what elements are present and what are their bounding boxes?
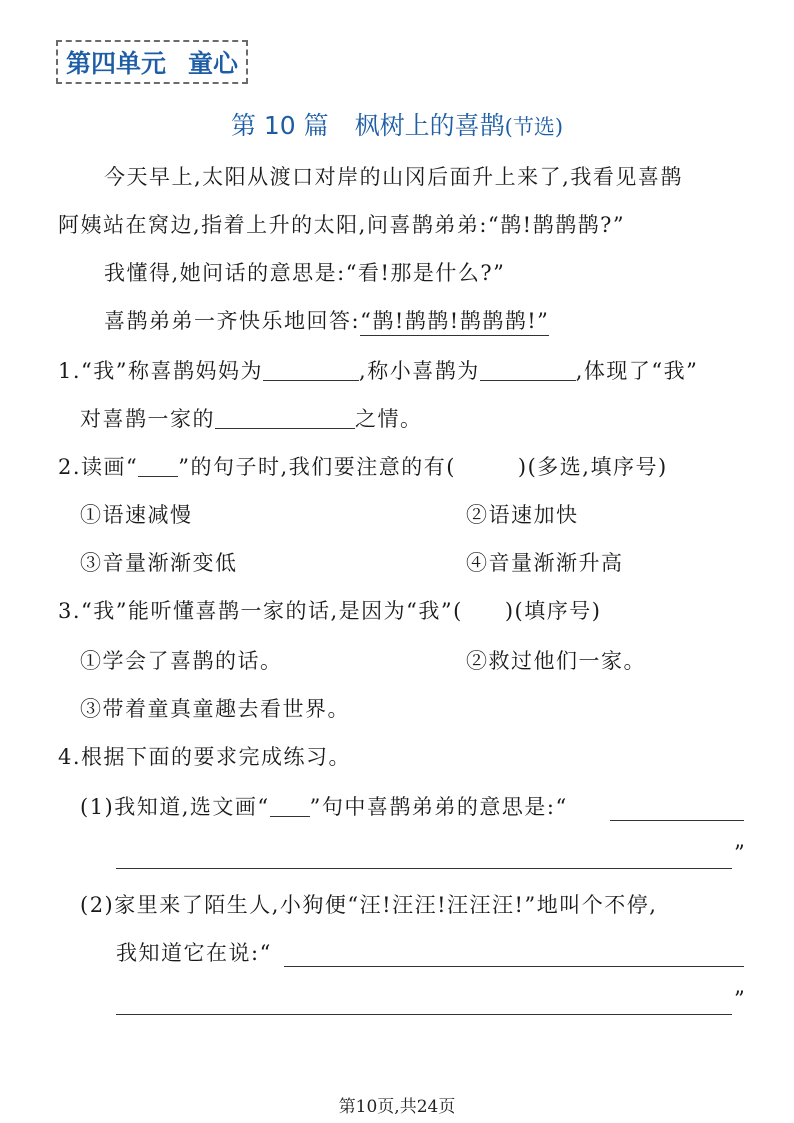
q3-option-3: ③带着童真童趣去看世界。 bbox=[80, 697, 350, 721]
q1-blank-child[interactable] bbox=[480, 358, 576, 381]
q4-sub1-answer-line-1[interactable] bbox=[610, 820, 744, 821]
passage-p1-line1: 今天早上,太阳从渡口对岸的山冈后面升上来了,我看见喜鹊 bbox=[104, 165, 683, 189]
passage-p3 bbox=[104, 306, 549, 336]
lesson-note: (节选) bbox=[504, 115, 564, 139]
q2-text-b: ”的句子时,我们要注意的有( bbox=[178, 455, 456, 479]
q4-sub1-text-a: (1)我知道,选文画“ bbox=[80, 795, 270, 819]
q1-text-d: 对喜鹊一家的 bbox=[80, 407, 215, 431]
q1-text-a: 1.“我”称喜鹊妈妈为 bbox=[58, 359, 264, 383]
q4-sub1-close-quote: ” bbox=[734, 841, 745, 865]
q4-sub1-answer-line-2[interactable] bbox=[116, 868, 732, 869]
lesson-name: 枫树上的喜鹊 bbox=[354, 111, 505, 140]
question-4-stem: 4.根据下面的要求完成练习。 bbox=[58, 745, 352, 769]
question-1-line1 bbox=[58, 356, 698, 386]
q2-option-3: ③音量渐渐变低 bbox=[80, 551, 238, 575]
passage-p3-text: 喜鹊弟弟一齐快乐地回答: bbox=[104, 309, 361, 333]
q3-text-b: )(填序号) bbox=[504, 599, 602, 623]
q2-text-c: )(多选,填序号) bbox=[517, 455, 668, 479]
q4-sub2-line1: (2)家里来了陌生人,小狗便“汪!汪汪!汪汪汪!”地叫个不停, bbox=[80, 893, 658, 917]
q1-blank-mother[interactable] bbox=[263, 358, 359, 381]
q2-option-4: ④音量渐渐升高 bbox=[466, 551, 624, 575]
q1-text-e: 之情。 bbox=[355, 407, 423, 431]
q1-blank-feeling[interactable] bbox=[215, 406, 355, 429]
q3-text-a: 3.“我”能听懂喜鹊一家的话,是因为“我”( bbox=[58, 599, 463, 623]
q1-text-b: ,称小喜鹊为 bbox=[359, 359, 480, 383]
unit-badge bbox=[56, 40, 248, 84]
q2-text-a: 2.读画“ bbox=[58, 455, 139, 479]
passage-p2: 我懂得,她问话的意思是:“看!那是什么?” bbox=[104, 261, 506, 285]
lesson-title bbox=[0, 106, 794, 142]
question-3-stem bbox=[58, 596, 601, 626]
q4-sub2-answer-line-1[interactable] bbox=[284, 966, 744, 967]
underlined-quote: “鹊!鹊鹊!鹊鹊鹊!” bbox=[360, 309, 549, 336]
unit-label: 第四单元 bbox=[66, 49, 167, 78]
q4-sub2-answer-line-2[interactable] bbox=[116, 1014, 732, 1015]
q4-sub1-text-b: ”句中喜鹊弟弟的意思是:“ bbox=[309, 795, 568, 819]
lesson-number: 第 10 篇 bbox=[230, 111, 329, 140]
question-2-stem bbox=[58, 452, 668, 482]
q4-sub1 bbox=[80, 792, 568, 822]
q2-underline-mark bbox=[138, 454, 178, 477]
q2-option-1: ①语速减慢 bbox=[80, 503, 193, 527]
unit-theme: 童心 bbox=[188, 49, 239, 78]
q3-option-2: ②救过他们一家。 bbox=[466, 649, 646, 673]
q1-text-c: ,体现了“我” bbox=[575, 359, 699, 383]
question-1-line2 bbox=[80, 404, 423, 434]
q4-sub2-line2: 我知道它在说:“ bbox=[116, 941, 272, 965]
q2-option-2: ②语速加快 bbox=[466, 503, 579, 527]
passage-p1-line2: 阿姨站在窝边,指着上升的太阳,问喜鹊弟弟:“鹊!鹊鹊鹊?” bbox=[58, 213, 626, 237]
page-number: 第10页,共24页 bbox=[338, 1097, 456, 1117]
q4-underline-mark bbox=[270, 794, 310, 817]
q3-option-1: ①学会了喜鹊的话。 bbox=[80, 649, 283, 673]
q4-sub2-close-quote: ” bbox=[734, 987, 745, 1011]
